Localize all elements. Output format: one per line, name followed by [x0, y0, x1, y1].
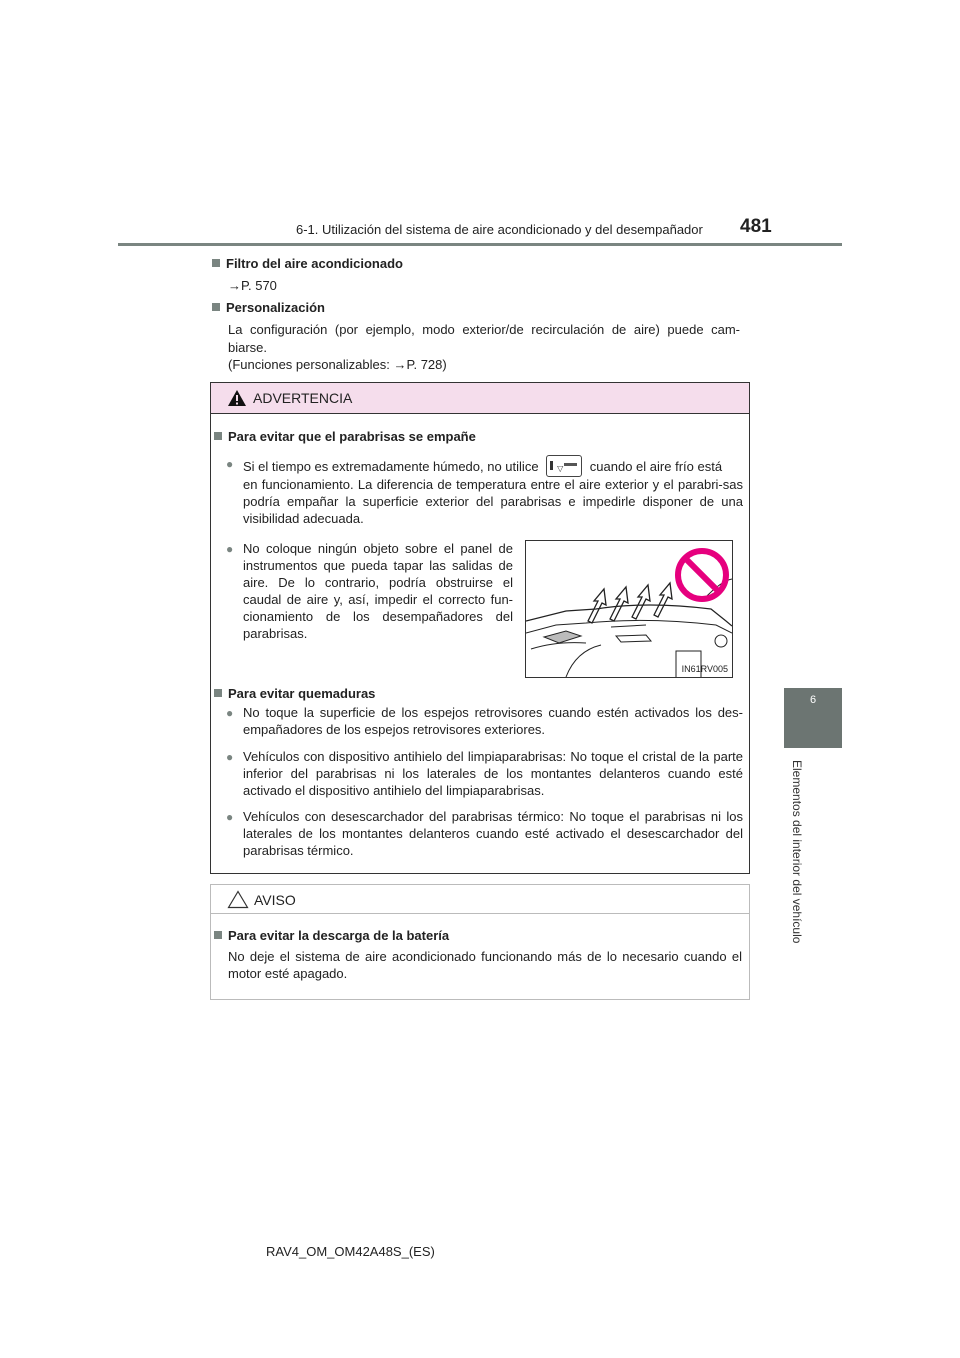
warning-sub2-b3: Vehículos con desescarchador del parabrisas térmico: No toque el parabrisas ni los laterales de los montantes delanteros cuando esté activado el desescarchador del parabrisas térmico.	[243, 809, 743, 858]
square-bullet-icon	[212, 303, 220, 311]
footer-code: RAV4_OM_OM42A48S_(ES)	[266, 1244, 435, 1259]
notice-heading-text: Para evitar la descarga de la batería	[228, 928, 450, 943]
bullet-dot-icon: ●	[226, 750, 234, 764]
chapter-number: 6	[809, 694, 817, 706]
square-bullet-icon	[212, 259, 220, 267]
warning-sub1-b1-line1	[243, 455, 743, 477]
section-filtro-ref: →P. 570	[228, 278, 277, 293]
warning-sub1-b2: No coloque ningún objeto sobre el panel de instrumentos que pueda tapar las salidas de aire. De lo contrario, podría obstruirse el caudal de aire y, así, impedir el correcto fun-cionamiento de los desempañadores del parabrisas.	[243, 541, 513, 641]
personalizacion-line3: (Funciones personalizables: →P. 728)	[228, 357, 447, 372]
warning-sub1-b1-after: cuando el aire frío está	[589, 459, 723, 474]
figure-code: IN61RV005	[681, 664, 728, 674]
section-filtro-heading	[212, 256, 403, 271]
warning-sub1-b1-before: Si el tiempo es extremadamente húmedo, no utilice	[243, 459, 539, 474]
notice-box	[210, 884, 750, 1000]
notice-text: No deje el sistema de aire acondicionado funcionando más de lo necesario cuando el motor esté apagado.	[228, 949, 742, 981]
square-bullet-icon	[214, 432, 222, 440]
front-defrost-button-icon: ▽	[546, 455, 582, 477]
warning-sub2-b1: No toque la superficie de los espejos retrovisores cuando estén activados los des-empañadores de los espejos retrovisores exteriores.	[243, 705, 743, 737]
side-title: Elementos del interior del vehículo	[790, 760, 804, 944]
square-bullet-icon	[214, 689, 222, 697]
header-rule	[118, 243, 842, 246]
personalizacion-line1: La configuración (por ejemplo, modo exterior/de recirculación de aire) puede cam-	[228, 322, 740, 337]
caution-triangle-icon	[227, 890, 249, 909]
header-title: 6-1. Utilización del sistema de aire acondicionado y del desempañador	[296, 222, 703, 237]
bullet-dot-icon: ●	[226, 810, 234, 824]
dashboard-illustration	[525, 540, 733, 678]
warning-sub2-b2: Vehículos con dispositivo antihielo del limpiaparabrisas: No toque el cristal de la parte inferior del parabrisas ni los laterales de los montantes delanteros cuando esté activado el dispositivo antihielo del limpiaparabrisas.	[243, 749, 743, 798]
warning-sub2-heading-text: Para evitar quemaduras	[228, 686, 376, 701]
warning-header	[211, 383, 749, 414]
notice-heading	[214, 928, 449, 943]
bullet-dot-icon: ●	[226, 542, 234, 556]
chapter-tab	[784, 688, 842, 748]
warning-sub2-heading	[214, 686, 375, 701]
square-bullet-icon	[214, 931, 222, 939]
personalizacion-line2: biarse.	[228, 340, 268, 355]
dashboard-vents-drawing	[526, 541, 732, 677]
warning-sub1-heading	[214, 429, 476, 444]
bullet-dot-icon: ●	[226, 457, 234, 471]
page-number: 481	[740, 216, 772, 237]
section-personalizacion-heading	[212, 300, 325, 315]
section-personalizacion-heading-text: Personalización	[226, 300, 325, 315]
warning-triangle-icon	[227, 389, 247, 407]
notice-header	[211, 885, 749, 914]
notice-title: AVISO	[254, 892, 296, 908]
warning-title: ADVERTENCIA	[253, 390, 353, 406]
bullet-dot-icon: ●	[226, 706, 234, 720]
warning-sub1-heading-text: Para evitar que el parabrisas se empañe	[228, 429, 476, 444]
section-filtro-heading-text: Filtro del aire acondicionado	[226, 256, 403, 271]
warning-sub1-b1-rest: en funcionamiento. La diferencia de temperatura entre el aire exterior y el parabri-sas podría empañar la superficie exterior del parabrisas e impedirle disponer de una visibilidad adecuada.	[243, 477, 743, 526]
